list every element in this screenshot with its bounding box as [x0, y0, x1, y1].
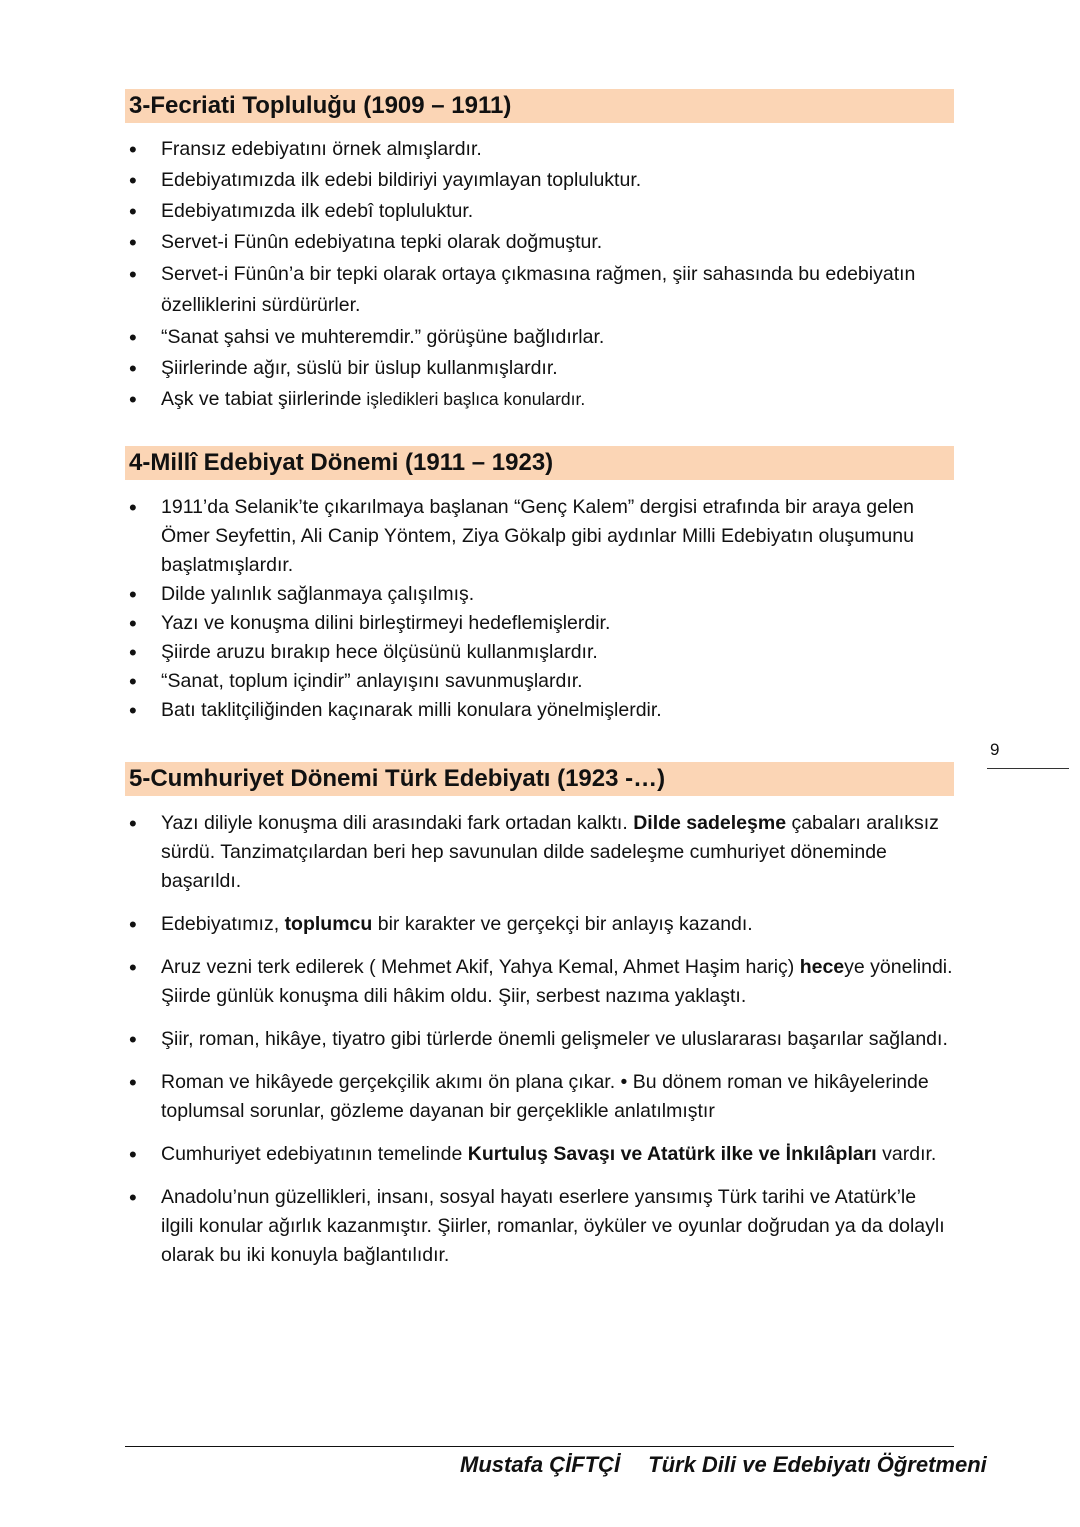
text: Edebiyatımız,: [161, 913, 285, 935]
list-item: [125, 953, 954, 1011]
list-item: [125, 1068, 954, 1126]
section-cumhuriyet: [125, 762, 954, 1284]
list-item: [125, 1140, 954, 1169]
text: Cumhuriyet edebiyatının temelinde: [161, 1143, 468, 1165]
bold-text: Dilde sadeleşme: [633, 812, 787, 834]
list-item: • Yazı ve konuşma dilini birleştirmeyi hedeflemişlerdir.: [125, 609, 954, 638]
bullet-list: [125, 809, 954, 1270]
list-item: • “Sanat, toplum içindir” anlayışını savunmuşlardır.: [125, 667, 954, 696]
bold-text: hece: [799, 956, 845, 978]
list-item: • Şiirde aruzu bırakıp hece ölçüsünü kullanmışlardır.: [125, 638, 954, 667]
list-item: • Edebiyatımızda ilk edebî topluluktur.: [125, 197, 954, 226]
section-milli-edebiyat: [125, 446, 954, 725]
list-item: [125, 1183, 954, 1270]
list-item: • Şiirlerinde ağır, süslü bir üslup kullanmışlardır.: [125, 354, 954, 383]
list-item: • Batı taklitçiliğinden kaçınarak milli konulara yönelmişlerdir.: [125, 696, 954, 725]
section-fecriati: [125, 89, 954, 414]
text: Roman ve hikâyede gerçekçilik akımı ön plana çıkar. • Bu dönem roman ve hikâyelerinde toplumsal sorunlar, gözleme dayanan bir gerçeklikle anlatılmıştır: [161, 1071, 929, 1122]
page-number-rule: [987, 768, 1069, 769]
page-number: 9: [990, 740, 1000, 759]
footer-author: Mustafa ÇİFTÇİ: [460, 1452, 621, 1477]
bullet-list: [125, 493, 954, 725]
list-item: • 1911’da Selanik’te çıkarılmaya başlanan “Genç Kalem” dergisi etrafında bir araya gelen Ömer Seyfettin, Ali Canip Yöntem, Ziya Gökalp gibi aydınlar Milli Edebiyatın oluşumunu başlatmışlardır.: [125, 493, 954, 580]
list-item: [125, 1025, 954, 1054]
list-item: • Servet-i Fünûn edebiyatına tepki olarak doğmuştur.: [125, 228, 954, 257]
text: bir karakter ve gerçekçi bir anlayış kazandı.: [372, 913, 753, 935]
list-item-text: Aşk ve tabiat şiirlerinde: [161, 388, 362, 410]
text: çabaları aralıksız sürdü. Tanzimatçılardan beri hep savunulan dilde sadeleşme cumhuriyet döneminde başarıldı.: [161, 812, 939, 892]
footer-rule: [125, 1446, 954, 1447]
list-item: [125, 910, 954, 939]
list-item: • “Sanat şahsi ve muhteremdir.” görüşüne bağlıdırlar.: [125, 323, 954, 352]
text: Aruz vezni terk edilerek ( Mehmet Akif, Yahya Kemal, Ahmet Haşim hariç): [161, 956, 800, 978]
list-item: • Fransız edebiyatını örnek almışlardır.: [125, 135, 954, 164]
section-heading: 3-Fecriati Topluluğu (1909 – 1911): [125, 89, 954, 123]
text: Şiir, roman, hikâye, tiyatro gibi türlerde önemli gelişmeler ve uluslararası başarılar sağlandı.: [161, 1028, 948, 1050]
list-item: [125, 809, 954, 896]
text: Anadolu’nun güzellikleri, insanı, sosyal hayatı eserlere yansımış Türk tarihi ve Atatürk’le ilgili konular ağırlık kazanmıştır. Şiirler, romanlar, öyküler ve oyunlar doğrudan ya da dolaylı olarak bu iki konuyla bağlantılıdır.: [161, 1186, 945, 1266]
footer: [460, 1452, 987, 1478]
bullet-list: [125, 135, 954, 414]
list-item: • Servet-i Fünûn’a bir tepki olarak ortaya çıkmasına rağmen, şiir sahasında bu edebiyatın özelliklerini sürdürürler.: [125, 259, 954, 321]
list-item: • Edebiyatımızda ilk edebi bildiriyi yayımlayan topluluktur.: [125, 166, 954, 195]
bold-text: Kurtuluş Savaşı ve Atatürk ilke ve İnkılâpları: [467, 1143, 877, 1165]
section-heading: 5-Cumhuriyet Dönemi Türk Edebiyatı (1923 -…): [125, 762, 954, 796]
bold-text: toplumcu: [284, 913, 373, 935]
text: ye yönelindi. Şiirde günlük konuşma dili hâkim oldu. Şiir, serbest nazıma yaklaştı.: [161, 956, 953, 1007]
section-heading: 4-Millî Edebiyat Dönemi (1911 – 1923): [125, 446, 954, 480]
text: vardır.: [876, 1143, 937, 1165]
footer-role: Türk Dili ve Edebiyatı Öğretmeni: [648, 1452, 987, 1477]
list-item-text-small: işledikleri başlıca konulardır.: [361, 389, 586, 409]
list-item: [125, 385, 954, 414]
list-item: • Dilde yalınlık sağlanmaya çalışılmış.: [125, 580, 954, 609]
text: Yazı diliyle konuşma dili arasındaki fark ortadan kalktı.: [161, 812, 634, 834]
